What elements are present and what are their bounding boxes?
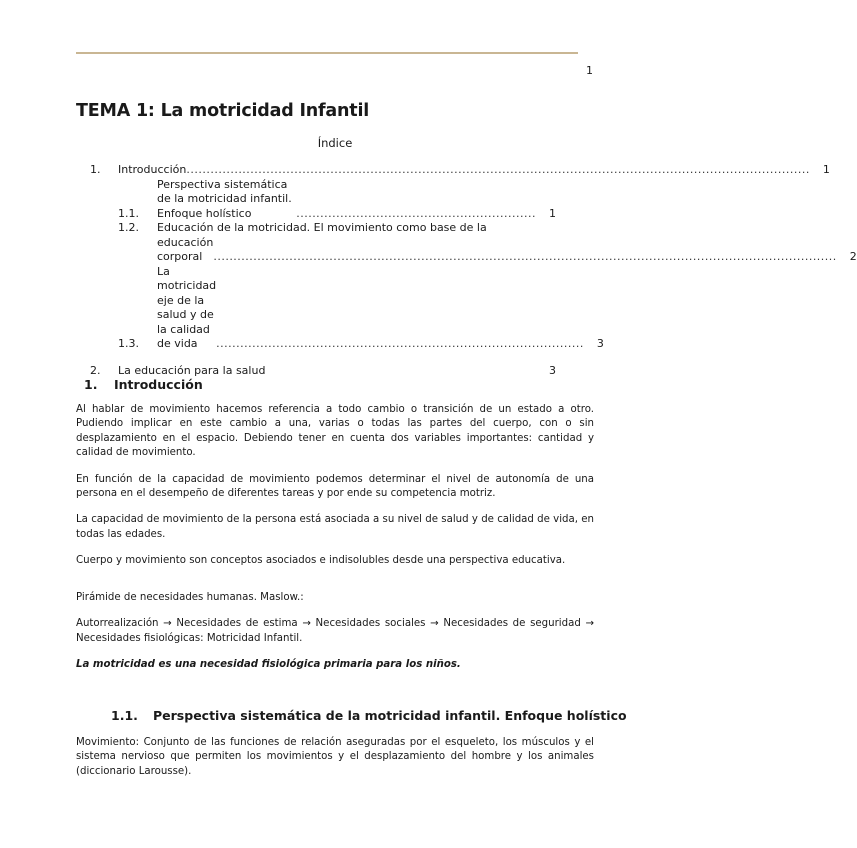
toc-leader: ............................................................................................................................................................ bbox=[213, 250, 837, 263]
toc-entry[interactable] bbox=[76, 163, 830, 178]
toc-leader: ............................................................ bbox=[296, 206, 536, 220]
pyramid-text: Autorrealización → Necesidades de estima → Necesidades sociales → Necesidades de seguridad → Necesidades fisiológicas: Motricidad Infantil. bbox=[76, 618, 594, 644]
paragraph: En función de la capacidad de movimiento podemos determinar el nivel de autonomía de una persona en el desempeño de diferentes tareas y por ende su competencia motriz. bbox=[76, 473, 594, 500]
toc-leader: ............................................................................................................................................................ bbox=[186, 163, 810, 176]
header-rule bbox=[76, 52, 578, 54]
table-of-contents bbox=[76, 163, 857, 378]
toc-entry-page: 1 bbox=[549, 206, 556, 220]
toc-entry-page: 2 bbox=[849, 250, 857, 263]
toc-entry-number: 1.3. bbox=[118, 337, 139, 350]
page-number: 1 bbox=[586, 64, 593, 77]
paragraph: Al hablar de movimiento hacemos referencia a todo cambio o transición de un estado a otro. Pudiendo implicar en este cambio a una, varias o todas las partes del cuerpo, con o sin desplazamiento en el espacio. Debiendo tener en cuenta dos variables importantes: cantidad y calidad de movimiento. bbox=[76, 404, 594, 459]
pyramid-title: Pirámide de necesidades humanas. Maslow.: bbox=[76, 592, 304, 603]
toc-entry[interactable] bbox=[76, 178, 556, 222]
toc-gap bbox=[76, 352, 556, 364]
toc-entry[interactable] bbox=[76, 264, 604, 352]
toc-entry-label: La educación para la salud bbox=[118, 363, 266, 377]
paragraph: La capacidad de movimiento de la persona está asociada a su nivel de salud y de calidad de vida, en todas las edades. bbox=[76, 514, 594, 540]
toc-entry-page: 3 bbox=[596, 337, 604, 350]
toc-entry[interactable] bbox=[76, 364, 556, 379]
toc-entry-number: 1.2. bbox=[118, 221, 139, 234]
toc-entry-label: Educación de la motricidad. El movimiento como base de la bbox=[157, 221, 487, 234]
toc-entry-continuation bbox=[76, 235, 857, 265]
pyramid-block bbox=[76, 591, 594, 685]
toc-leader: ............................................................................................ bbox=[216, 337, 584, 350]
section-title: Introducción bbox=[114, 377, 203, 392]
toc-entry-number: 1. bbox=[90, 163, 101, 176]
toc-entry[interactable] bbox=[76, 221, 556, 236]
toc-entry-number: 1.1. bbox=[118, 206, 139, 220]
toc-entry-label: Perspectiva sistemática de la motricidad infantil. Enfoque holístico bbox=[157, 177, 292, 220]
section-number: 1. bbox=[84, 377, 98, 392]
paragraph: Cuerpo y movimiento son conceptos asociados e indisolubles desde una perspectiva educativa. bbox=[76, 555, 566, 567]
subsection-body bbox=[76, 736, 594, 791]
paragraph: Movimiento: Conjunto de las funciones de relación aseguradas por el esqueleto, los músculos y el sistema nervioso que permiten los movimientos y el desplazamiento del hombre y los animales (diccionario Larousse). bbox=[76, 737, 594, 777]
toc-entry-label: La motricidad eje de la salud y de la calidad de vida bbox=[157, 264, 217, 350]
subsection-number: 1.1. bbox=[111, 708, 138, 723]
toc-heading: Índice bbox=[317, 136, 353, 150]
document-title: TEMA 1: La motricidad Infantil bbox=[76, 101, 370, 121]
subsection-title: Perspectiva sistemática de la motricidad infantil. Enfoque holístico bbox=[153, 708, 627, 723]
toc-entry-page: 1 bbox=[822, 163, 830, 176]
emphasis-statement: La motricidad es una necesidad fisiológica primaria para los niños. bbox=[76, 659, 461, 671]
subsection-heading-perspectiva bbox=[111, 708, 627, 723]
toc-entry-label: educación corporal bbox=[157, 235, 214, 263]
section-body bbox=[76, 403, 594, 581]
toc-entry-label: Introducción bbox=[118, 163, 187, 176]
section-heading-introduccion bbox=[84, 377, 203, 392]
toc-entry-page: 3 bbox=[549, 363, 556, 377]
toc-entry-number: 2. bbox=[90, 363, 101, 377]
